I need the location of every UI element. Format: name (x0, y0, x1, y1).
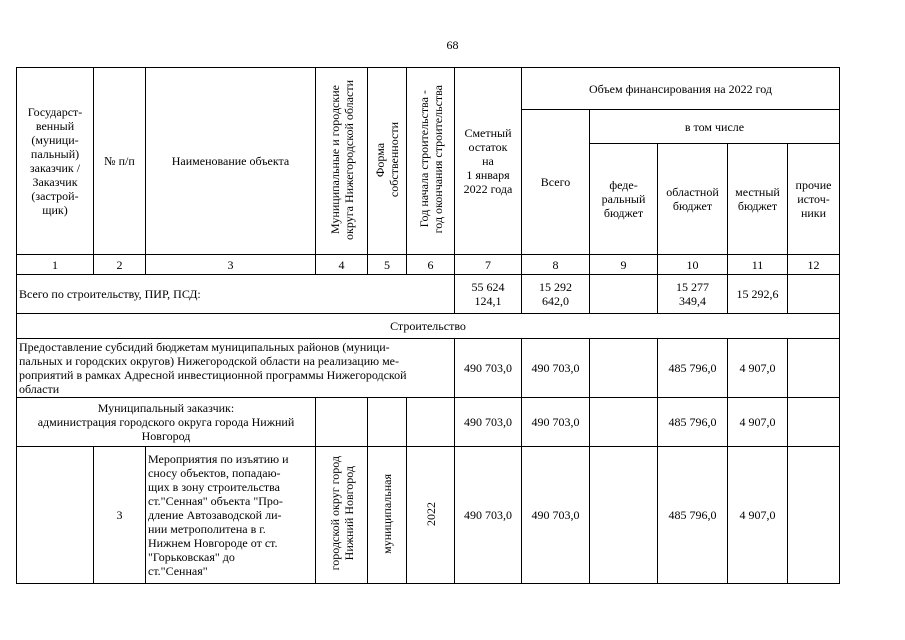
item-years-cell (407, 447, 455, 584)
header-customer: Государст- венный (муници- пальный) заказчик / Заказчик (застрой- щик) (17, 68, 94, 255)
item-local: 4 907,0 (728, 447, 788, 584)
header-object-name: Наименование объекта (146, 68, 316, 255)
customer-federal (590, 398, 658, 447)
header-row-1 (17, 68, 840, 110)
column-number: 6 (407, 255, 455, 275)
total-local: 15 292,6 (728, 275, 788, 314)
item-total: 490 703,0 (522, 447, 590, 584)
item-estimate: 490 703,0 (455, 447, 522, 584)
customer-total: 490 703,0 (522, 398, 590, 447)
subsidy-other (788, 339, 840, 398)
header-estimate: Сметный остаток на 1 января 2022 года (455, 68, 522, 255)
section-row (17, 314, 840, 339)
column-number: 10 (658, 255, 728, 275)
column-number: 12 (788, 255, 840, 275)
subsidy-total: 490 703,0 (522, 339, 590, 398)
column-number: 11 (728, 255, 788, 275)
header-number: № п/п (94, 68, 146, 255)
column-number: 9 (590, 255, 658, 275)
header-total: Всего (522, 110, 590, 255)
total-financing: 15 292 642,0 (522, 275, 590, 314)
customer-ownership-empty (368, 398, 407, 447)
item-municipality: городской округ город Нижний Новгород (327, 456, 356, 571)
subsidy-estimate: 490 703,0 (455, 339, 522, 398)
column-numbers-row (17, 255, 840, 275)
header-local: местный бюджет (728, 144, 788, 255)
header-other: прочие источ- ники (788, 144, 840, 255)
item-ownership: муниципальная (380, 473, 394, 554)
customer-row (17, 398, 840, 447)
subsidy-label: Предоставление субсидий бюджетам муниципальных районов (муници- пальных и городских округов) Нижегородской области на реализацию ме- роприятий в рамках Адресной инвестиционной программы Нижегородской области (17, 339, 455, 398)
customer-years-empty (407, 398, 455, 447)
financing-table (16, 67, 840, 584)
header-ownership: Форма собственности (373, 121, 401, 198)
column-number: 3 (146, 255, 316, 275)
total-other (788, 275, 840, 314)
customer-regional: 485 796,0 (658, 398, 728, 447)
subsidy-local: 4 907,0 (728, 339, 788, 398)
item-regional: 485 796,0 (658, 447, 728, 584)
customer-label: Муниципальный заказчик: администрация городского округа города Нижний Новгород (17, 398, 316, 447)
column-number: 4 (316, 255, 368, 275)
item-number: 3 (94, 447, 146, 584)
page-number: 68 (446, 38, 459, 52)
column-number: 8 (522, 255, 590, 275)
item-other (788, 447, 840, 584)
customer-local: 4 907,0 (728, 398, 788, 447)
total-estimate: 55 624 124,1 (455, 275, 522, 314)
column-number: 2 (94, 255, 146, 275)
header-municipal-cell (316, 68, 368, 255)
item-years: 2022 (423, 501, 438, 526)
item-row (17, 447, 840, 584)
item-customer (17, 447, 94, 584)
total-federal (590, 275, 658, 314)
header-years-cell (407, 68, 455, 255)
item-ownership-cell (368, 447, 407, 584)
item-federal (590, 447, 658, 584)
subsidy-federal (590, 339, 658, 398)
header-financing: Объем финансирования на 2022 год (522, 68, 840, 110)
subsidy-row (17, 339, 840, 398)
customer-municipal-empty (316, 398, 368, 447)
total-label: Всего по строительству, ПИР, ПСД: (17, 275, 455, 314)
item-name: Мероприятия по изъятию и сносу объектов, попадаю- щих в зону строительства ст."Сенная" объекта "Про- дление Автозаводской ли- нии метрополитена в г. Нижнем Новгороде от ст. "Горьковская" до ст."Сенная" (146, 447, 316, 584)
total-row (17, 275, 840, 314)
header-municipal: Муниципальные и городские округа Нижегородской области (327, 79, 356, 240)
column-number: 7 (455, 255, 522, 275)
header-ownership-cell (368, 68, 407, 255)
section-title: Строительство (17, 314, 840, 339)
header-regional: областной бюджет (658, 144, 728, 255)
total-regional: 15 277 349,4 (658, 275, 728, 314)
customer-other (788, 398, 840, 447)
header-including: в том числе (590, 110, 840, 144)
column-number: 5 (368, 255, 407, 275)
subsidy-regional: 485 796,0 (658, 339, 728, 398)
item-municipality-cell (316, 447, 368, 584)
customer-estimate: 490 703,0 (455, 398, 522, 447)
header-years: Год начала строительства - год окончания строительства (416, 85, 445, 234)
column-number: 1 (17, 255, 94, 275)
header-federal: феде- ральный бюджет (590, 144, 658, 255)
